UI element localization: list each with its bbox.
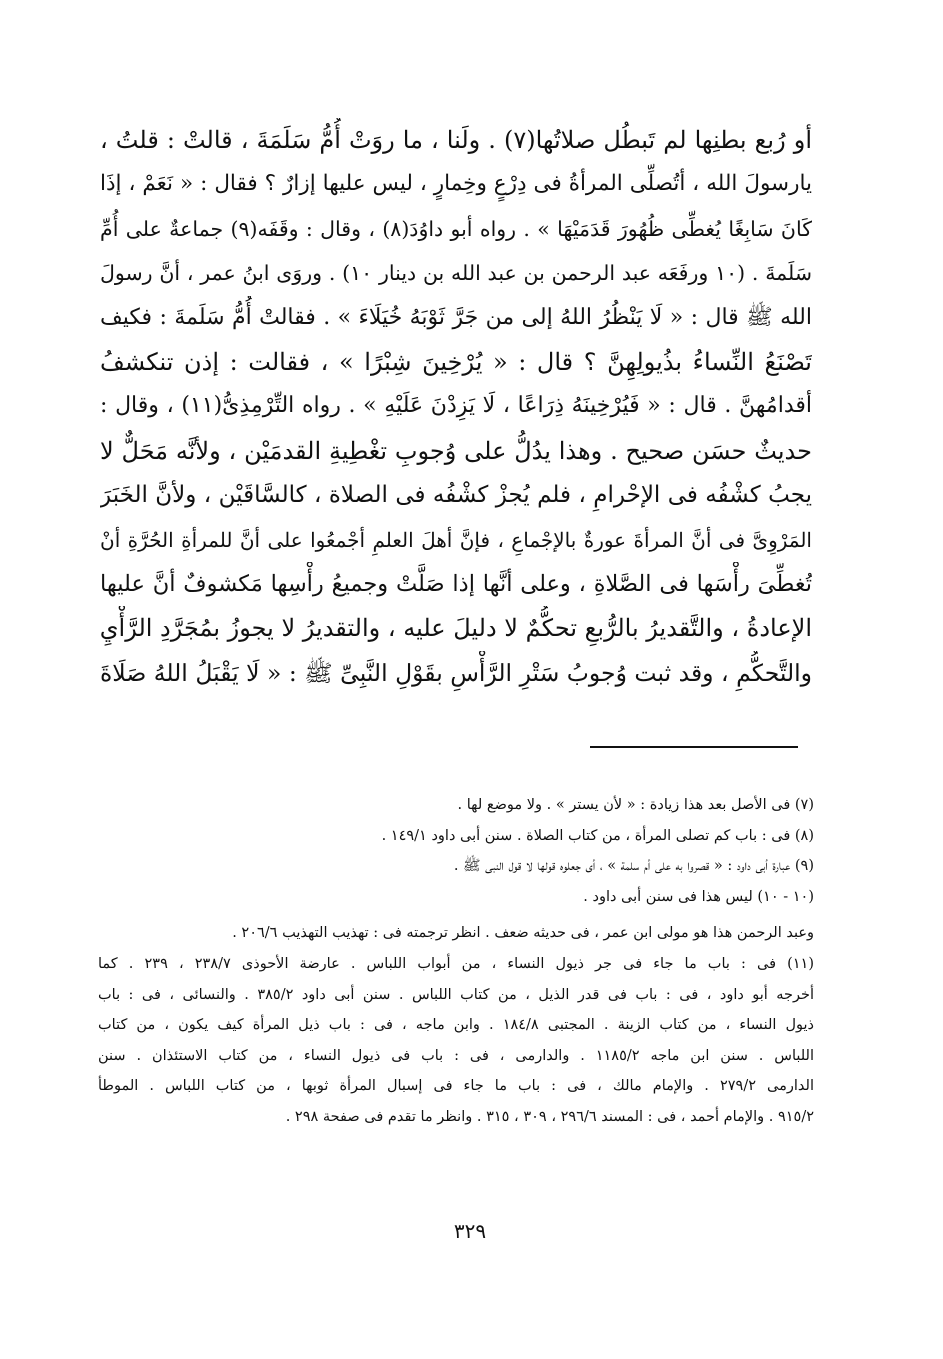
footnote: (٨) فى : باب كم تصلى المرأة ، من كتاب الصلاة . سنن أبى داود ١٤٩/١ . [381,827,814,844]
footnote-separator [590,746,798,748]
text-line: يجبُ كشْفُه فى الإحْرامِ ، فلم يُجزْ كشْفُه فى الصلاة ، كالسَّاقَيْن ، ولأنَّ الخَبَرَ [100,482,812,509]
text-line: المَرْوِىَّ فى أنَّ المرأةَ عورةٌ بالإجْماعِ ، فإنَّ أهلَ العلمِ أجْمعُوا على أنَّ للمرأةِ الحُرَّةِ أنْ [100,527,812,552]
text-line: أو رُبع بطنِها لم تَبطُل صلاتُها(٧) . ولَنا ، ما روَتْ أُمُّ سَلَمَةَ ، قالتْ : قلتُ ، [100,126,812,154]
footnote: (٧) فى الأصل بعد هذا زيادة : « لأن يستر » . ولا موضع لها . [457,797,814,813]
footnote: ٩١٥/٢ . والإمام أحمد ، فى : المسند ٢٩٦/٦ ، ٣٠٩ ، ٣١٥ . وانظر ما تقدم فى صفحة ٢٩٨ . [285,1108,814,1125]
text-line: تَصْنَعُ النِّساءُ بذُيولِهِنَّ ؟ قال : « يُرْخِينَ شِبْرًا » ، فقالت : إذن تنكشفُ [100,347,812,376]
footnote: ذيول النساء ، من كتاب الزينة . المجتبى ١٨٤/٨ . وابن ماجه ، فى : باب ذيل المرأة كيف يكون ، من كتاب [98,1017,814,1034]
text-line: كَانَ سَابِغًا يُغطِّى ظُهُورَ قَدَمَيْهَا » . رواه أبو داوُدَ(٨) ، وقال : وقَفَه(٩) جماعةٌ على أُمِّ [100,216,812,241]
page-number: ٣٢٩ [453,1219,487,1243]
text-line: تُغطِّىَ رأْسَها فى الصَّلاةِ ، وعلى أنَّها إذا صَلَّتْ وجميعُ رأْسِها مَكشوفٌ أنَّ عليها [100,570,812,597]
text-line: يارسولَ الله ، أتُصلِّى المرأةُ فى دِرْعٍ وخِمارٍ ، ليس عليها إزارٌ ؟ فقال : « نَعَمْ ، إذَا [100,171,812,197]
footnote: (١١) فى : باب ما جاء فى جر ذيول النساء ، من أبواب اللباس . عارضة الأحوذى ٢٣٨/٧ ، ٢٣٩ . كما [98,955,814,972]
footnotes [98,790,814,1133]
text-line: الله ﷺ قال : « لَا يَنْظُرُ اللهُ إلى من جَرَّ ثَوْبَهُ خُيَلَاءَ » . فقالتْ أُمُّ سَلَمةَ : فكيف [100,304,812,330]
footnote: اللباس . سنن ابن ماجه ١١٨٥/٢ . والدارمى ، فى : باب فى ذيول النساء ، من كتاب الاستئذان . سنن [98,1047,814,1064]
footnote: وعبد الرحمن هذا هو مولى ابن عمر ، فى حديثه ضعف . انظر ترجمته فى : تهذيب التهذيب ٢٠٦/٦ . [232,925,814,942]
text-line: سَلَمةَ . (١٠ ورفَعَه عبد الرحمن بن عبد الله بن دينار ١٠) . وروَى ابنُ عمر ، أنَّ رسولَ [100,261,812,286]
footnote: (٩) عبارة أبى داود : « قصروا به على أم سلمة » ، أى جعلوه قولها لا قول النبى ﷺ . [453,858,814,875]
footnote: الدارمى ٢٧٩/٢ . والإمام مالك ، فى : باب ما جاء فى إسبال المرأة ثوبها ، من كتاب اللباس . الموطأ [98,1078,814,1095]
text-line: الإعادةُ ، والتَّقديرُ بالرُّبعِ تحكُّمٌ لا دليلَ عليه ، والتقديرُ لا يجوزُ بمُجَرَّدِ الرَّأْيِ [100,614,812,643]
text-line: حديثٌ حسَن صحيح . وهذا يدُلُّ على وُجوبِ تغْطِيةِ القدمَيْن ، ولأنَّه مَحَلٌّ لا [100,436,812,465]
text-line: أقدامُهنَّ . قال : « فَيُرْخِينَهُ ذِرَاعًا ، لَا يَزِدْنَ عَلَيْهِ » . رواه التِّرْمِذِىُّ(١١) ، وقال : [100,393,812,419]
text-line: والتَّحكُّمِ ، وقد ثبت وُجوبُ سَتْرِ الرَّأْسِ بقَوْلِ النَّبِىِّ ﷺ : « لَا يَقْبَلُ اللهُ صَلَاةَ [100,658,812,687]
footnote: أخرجه أبو داود ، فى : باب فى قدر الذيل ، من كتاب اللباس . سنن أبى داود ٣٨٥/٢ . والنسائى ، فى : باب [98,986,814,1003]
main-text [100,118,812,695]
footnote: (١٠ - ١٠) ليس هذا فى سنن أبى داود . [583,888,814,905]
